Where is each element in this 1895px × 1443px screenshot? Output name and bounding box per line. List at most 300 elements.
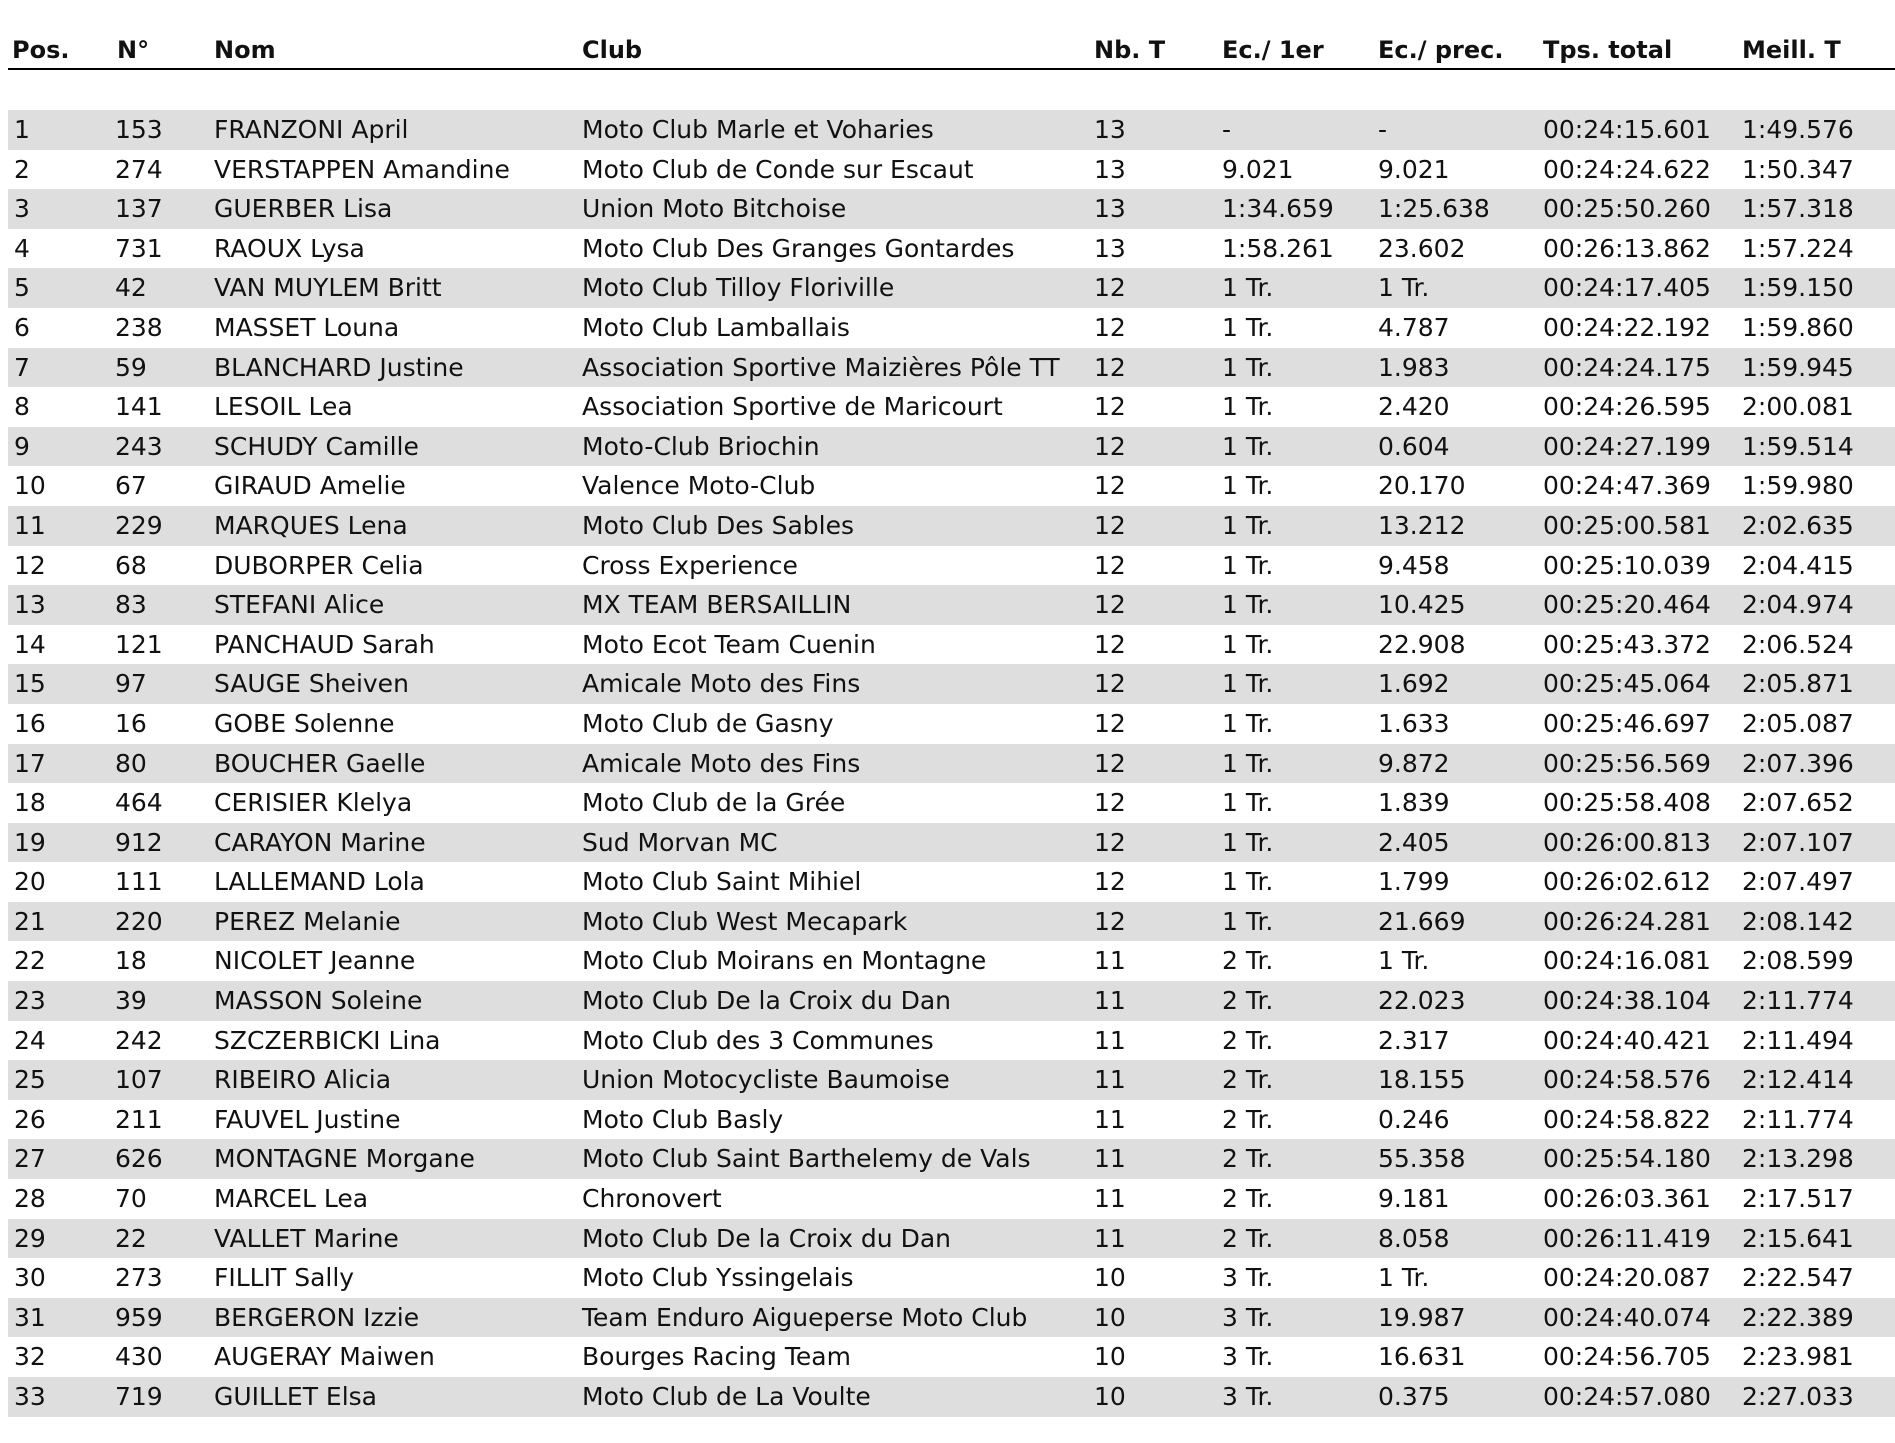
cell-pos: 17 — [14, 748, 46, 778]
cell-club: Chronovert — [582, 1184, 722, 1214]
cell-total-time: 00:24:27.199 — [1543, 431, 1711, 461]
cell-number: 243 — [115, 431, 163, 461]
cell-pos: 14 — [14, 629, 46, 659]
cell-total-time: 00:24:47.369 — [1543, 471, 1711, 501]
cell-name: FILLIT Sally — [214, 1263, 355, 1293]
cell-total-time: 00:26:11.419 — [1543, 1223, 1711, 1253]
cell-gap-previous: 22.023 — [1378, 986, 1466, 1016]
cell-total-time: 00:24:17.405 — [1543, 273, 1711, 303]
table-row — [8, 506, 1895, 546]
table-row — [8, 585, 1895, 625]
cell-club: Moto Ecot Team Cuenin — [582, 629, 876, 659]
table-row — [8, 1258, 1895, 1298]
cell-pos: 28 — [14, 1184, 46, 1214]
cell-club: Moto Club West Mecapark — [582, 906, 908, 936]
cell-gap-first: 1 Tr. — [1222, 392, 1274, 422]
header-best-lap: Meill. T — [1742, 36, 1841, 64]
cell-gap-previous: 10.425 — [1378, 590, 1466, 620]
table-row — [8, 1021, 1895, 1061]
cell-name: LALLEMAND Lola — [214, 867, 425, 897]
cell-laps: 12 — [1094, 431, 1126, 461]
cell-total-time: 00:25:50.260 — [1543, 194, 1711, 224]
cell-pos: 2 — [14, 154, 30, 184]
cell-best-lap: 2:11.774 — [1742, 1104, 1854, 1134]
cell-gap-previous: 1.839 — [1378, 788, 1450, 818]
cell-club: Moto Club Saint Mihiel — [582, 867, 862, 897]
table-row — [8, 229, 1895, 269]
cell-laps: 12 — [1094, 827, 1126, 857]
table-row — [8, 1060, 1895, 1100]
cell-total-time: 00:26:00.813 — [1543, 827, 1711, 857]
cell-club: MX TEAM BERSAILLIN — [582, 590, 852, 620]
cell-name: SZCZERBICKI Lina — [214, 1025, 441, 1055]
header-name: Nom — [214, 36, 276, 64]
cell-total-time: 00:24:22.192 — [1543, 312, 1711, 342]
cell-best-lap: 2:04.974 — [1742, 590, 1854, 620]
cell-best-lap: 2:17.517 — [1742, 1184, 1854, 1214]
cell-best-lap: 2:05.087 — [1742, 708, 1854, 738]
cell-pos: 13 — [14, 590, 46, 620]
cell-total-time: 00:24:58.576 — [1543, 1065, 1711, 1095]
table-row — [8, 744, 1895, 784]
cell-best-lap: 2:07.652 — [1742, 788, 1854, 818]
cell-total-time: 00:25:20.464 — [1543, 590, 1711, 620]
cell-club: Moto-Club Briochin — [582, 431, 820, 461]
cell-best-lap: 2:07.107 — [1742, 827, 1854, 857]
cell-best-lap: 2:15.641 — [1742, 1223, 1854, 1253]
cell-laps: 12 — [1094, 273, 1126, 303]
cell-laps: 10 — [1094, 1302, 1126, 1332]
cell-pos: 3 — [14, 194, 30, 224]
cell-club: Amicale Moto des Fins — [582, 669, 861, 699]
cell-name: VERSTAPPEN Amandine — [214, 154, 510, 184]
cell-number: 67 — [115, 471, 147, 501]
cell-pos: 30 — [14, 1263, 46, 1293]
cell-pos: 18 — [14, 788, 46, 818]
cell-pos: 23 — [14, 986, 46, 1016]
cell-laps: 12 — [1094, 590, 1126, 620]
cell-laps: 13 — [1094, 154, 1126, 184]
cell-name: DUBORPER Celia — [214, 550, 424, 580]
cell-gap-first: 3 Tr. — [1222, 1342, 1274, 1372]
cell-number: 959 — [115, 1302, 163, 1332]
cell-laps: 13 — [1094, 194, 1126, 224]
cell-name: STEFANI Alice — [214, 590, 385, 620]
cell-club: Moto Club de Conde sur Escaut — [582, 154, 974, 184]
cell-total-time: 00:25:00.581 — [1543, 510, 1711, 540]
cell-gap-first: 2 Tr. — [1222, 986, 1274, 1016]
cell-laps: 12 — [1094, 510, 1126, 540]
cell-name: BLANCHARD Justine — [214, 352, 464, 382]
cell-gap-previous: 1.799 — [1378, 867, 1450, 897]
cell-total-time: 00:24:20.087 — [1543, 1263, 1711, 1293]
cell-gap-first: 1 Tr. — [1222, 590, 1274, 620]
cell-pos: 7 — [14, 352, 30, 382]
cell-best-lap: 2:04.415 — [1742, 550, 1854, 580]
cell-total-time: 00:26:02.612 — [1543, 867, 1711, 897]
cell-pos: 16 — [14, 708, 46, 738]
cell-laps: 10 — [1094, 1263, 1126, 1293]
cell-name: NICOLET Jeanne — [214, 946, 416, 976]
cell-gap-first: 2 Tr. — [1222, 1223, 1274, 1253]
cell-laps: 12 — [1094, 867, 1126, 897]
header-club: Club — [582, 36, 643, 64]
cell-name: CARAYON Marine — [214, 827, 426, 857]
cell-gap-previous: 0.246 — [1378, 1104, 1450, 1134]
table-row — [8, 981, 1895, 1021]
table-row — [8, 1337, 1895, 1377]
cell-gap-first: 9.021 — [1222, 154, 1294, 184]
cell-best-lap: 2:22.547 — [1742, 1263, 1854, 1293]
cell-gap-previous: 9.458 — [1378, 550, 1450, 580]
cell-number: 59 — [115, 352, 147, 382]
cell-name: MARQUES Lena — [214, 510, 408, 540]
cell-gap-previous: 2.405 — [1378, 827, 1450, 857]
cell-total-time: 00:24:24.622 — [1543, 154, 1711, 184]
cell-best-lap: 1:59.514 — [1742, 431, 1854, 461]
cell-club: Moto Club Tilloy Floriville — [582, 273, 895, 303]
cell-gap-previous: 2.420 — [1378, 392, 1450, 422]
cell-total-time: 00:25:45.064 — [1543, 669, 1711, 699]
cell-laps: 12 — [1094, 312, 1126, 342]
cell-club: Amicale Moto des Fins — [582, 748, 861, 778]
cell-number: 137 — [115, 194, 163, 224]
cell-gap-first: 1 Tr. — [1222, 708, 1274, 738]
cell-number: 111 — [115, 867, 163, 897]
cell-gap-previous: 9.021 — [1378, 154, 1450, 184]
cell-gap-first: 1 Tr. — [1222, 352, 1274, 382]
cell-gap-first: 3 Tr. — [1222, 1382, 1274, 1411]
cell-club: Valence Moto-Club — [582, 471, 816, 501]
cell-club: Moto Club Marle et Voharies — [582, 115, 934, 144]
cell-laps: 11 — [1094, 946, 1126, 976]
cell-pos: 32 — [14, 1342, 46, 1372]
cell-total-time: 00:24:58.822 — [1543, 1104, 1711, 1134]
cell-number: 238 — [115, 312, 163, 342]
cell-best-lap: 2:11.494 — [1742, 1025, 1854, 1055]
cell-gap-previous: 19.987 — [1378, 1302, 1466, 1332]
cell-best-lap: 2:07.396 — [1742, 748, 1854, 778]
cell-total-time: 00:26:13.862 — [1543, 233, 1711, 263]
cell-name: MONTAGNE Morgane — [214, 1144, 475, 1174]
cell-club: Moto Club de Gasny — [582, 708, 834, 738]
cell-gap-first: 1 Tr. — [1222, 431, 1274, 461]
cell-laps: 10 — [1094, 1342, 1126, 1372]
cell-club: Association Sportive Maizières Pôle TT — [582, 352, 1060, 382]
cell-gap-first: 1 Tr. — [1222, 471, 1274, 501]
cell-total-time: 00:24:57.080 — [1543, 1382, 1711, 1411]
cell-best-lap: 1:59.980 — [1742, 471, 1854, 501]
cell-club: Moto Club de la Grée — [582, 788, 846, 818]
cell-club: Moto Club des 3 Communes — [582, 1025, 934, 1055]
cell-laps: 13 — [1094, 233, 1126, 263]
cell-pos: 9 — [14, 431, 30, 461]
cell-gap-previous: 8.058 — [1378, 1223, 1450, 1253]
cell-total-time: 00:25:58.408 — [1543, 788, 1711, 818]
cell-club: Moto Club de La Voulte — [582, 1382, 871, 1411]
cell-total-time: 00:24:16.081 — [1543, 946, 1711, 976]
cell-number: 107 — [115, 1065, 163, 1095]
table-row — [8, 1179, 1895, 1219]
cell-best-lap: 1:50.347 — [1742, 154, 1854, 184]
cell-pos: 11 — [14, 510, 46, 540]
cell-laps: 12 — [1094, 352, 1126, 382]
cell-pos: 33 — [14, 1382, 46, 1411]
cell-number: 42 — [115, 273, 147, 303]
cell-gap-previous: 4.787 — [1378, 312, 1450, 342]
cell-gap-first: 3 Tr. — [1222, 1263, 1274, 1293]
cell-club: Sud Morvan MC — [582, 827, 778, 857]
cell-laps: 12 — [1094, 392, 1126, 422]
cell-name: LESOIL Lea — [214, 392, 353, 422]
cell-number: 731 — [115, 233, 163, 263]
cell-number: 22 — [115, 1223, 147, 1253]
cell-name: GOBE Solenne — [214, 708, 395, 738]
cell-pos: 5 — [14, 273, 30, 303]
cell-gap-previous: 9.181 — [1378, 1184, 1450, 1214]
cell-pos: 4 — [14, 233, 30, 263]
cell-laps: 11 — [1094, 1184, 1126, 1214]
cell-total-time: 00:25:10.039 — [1543, 550, 1711, 580]
cell-number: 121 — [115, 629, 163, 659]
cell-best-lap: 2:02.635 — [1742, 510, 1854, 540]
cell-pos: 29 — [14, 1223, 46, 1253]
cell-laps: 12 — [1094, 471, 1126, 501]
table-row — [8, 862, 1895, 902]
cell-gap-first: 1 Tr. — [1222, 906, 1274, 936]
cell-club: Bourges Racing Team — [582, 1342, 851, 1372]
cell-gap-previous: 55.358 — [1378, 1144, 1466, 1174]
cell-gap-previous: 18.155 — [1378, 1065, 1466, 1095]
cell-best-lap: 2:08.599 — [1742, 946, 1854, 976]
cell-gap-first: 1:58.261 — [1222, 233, 1334, 263]
cell-gap-first: 1 Tr. — [1222, 273, 1274, 303]
cell-name: GUILLET Elsa — [214, 1382, 378, 1411]
cell-best-lap: 2:23.981 — [1742, 1342, 1854, 1372]
cell-laps: 11 — [1094, 1025, 1126, 1055]
cell-best-lap: 1:49.576 — [1742, 115, 1854, 144]
cell-pos: 1 — [14, 115, 30, 144]
cell-gap-first: 1 Tr. — [1222, 669, 1274, 699]
cell-laps: 13 — [1094, 115, 1126, 144]
cell-best-lap: 2:11.774 — [1742, 986, 1854, 1016]
cell-club: Moto Club Saint Barthelemy de Vals — [582, 1144, 1031, 1174]
cell-total-time: 00:24:56.705 — [1543, 1342, 1711, 1372]
cell-name: RIBEIRO Alicia — [214, 1065, 392, 1095]
cell-best-lap: 2:05.871 — [1742, 669, 1854, 699]
cell-total-time: 00:25:54.180 — [1543, 1144, 1711, 1174]
cell-gap-first: 1 Tr. — [1222, 748, 1274, 778]
header-laps: Nb. T — [1094, 36, 1166, 64]
table-row — [8, 823, 1895, 863]
cell-number: 39 — [115, 986, 147, 1016]
cell-pos: 8 — [14, 392, 30, 422]
cell-laps: 12 — [1094, 906, 1126, 936]
cell-club: Moto Club Des Sables — [582, 510, 854, 540]
cell-club: Moto Club Basly — [582, 1104, 784, 1134]
cell-club: Team Enduro Aigueperse Moto Club — [582, 1302, 1028, 1332]
cell-name: VAN MUYLEM Britt — [214, 273, 442, 303]
cell-number: 274 — [115, 154, 163, 184]
cell-gap-first: 2 Tr. — [1222, 1065, 1274, 1095]
cell-pos: 15 — [14, 669, 46, 699]
cell-gap-previous: 16.631 — [1378, 1342, 1466, 1372]
cell-club: Moto Club Lamballais — [582, 312, 850, 342]
cell-laps: 11 — [1094, 1065, 1126, 1095]
table-row — [8, 466, 1895, 506]
cell-laps: 12 — [1094, 788, 1126, 818]
cell-best-lap: 1:59.945 — [1742, 352, 1854, 382]
cell-pos: 19 — [14, 827, 46, 857]
cell-number: 68 — [115, 550, 147, 580]
cell-best-lap: 2:07.497 — [1742, 867, 1854, 897]
cell-name: PEREZ Melanie — [214, 906, 401, 936]
cell-gap-first: - — [1222, 115, 1232, 144]
cell-total-time: 00:24:40.421 — [1543, 1025, 1711, 1055]
cell-gap-previous: 1.692 — [1378, 669, 1450, 699]
table-row — [8, 1219, 1895, 1259]
cell-name: AUGERAY Maiwen — [214, 1342, 435, 1372]
cell-gap-previous: 1:25.638 — [1378, 194, 1490, 224]
table-row — [8, 941, 1895, 981]
cell-name: BERGERON Izzie — [214, 1302, 420, 1332]
results-table-body — [8, 110, 1895, 1417]
cell-club: Moto Club Moirans en Montagne — [582, 946, 987, 976]
table-row — [8, 387, 1895, 427]
table-row — [8, 546, 1895, 586]
cell-name: SAUGE Sheiven — [214, 669, 409, 699]
cell-laps: 11 — [1094, 986, 1126, 1016]
cell-name: MASSON Soleine — [214, 986, 423, 1016]
cell-number: 18 — [115, 946, 147, 976]
cell-number: 80 — [115, 748, 147, 778]
cell-club: Moto Club De la Croix du Dan — [582, 1223, 952, 1253]
cell-name: MASSET Louna — [214, 312, 400, 342]
table-row — [8, 783, 1895, 823]
cell-number: 719 — [115, 1382, 163, 1411]
cell-best-lap: 2:12.414 — [1742, 1065, 1854, 1095]
cell-gap-first: 2 Tr. — [1222, 1025, 1274, 1055]
cell-laps: 12 — [1094, 629, 1126, 659]
cell-number: 464 — [115, 788, 163, 818]
cell-gap-previous: 1.633 — [1378, 708, 1450, 738]
cell-number: 211 — [115, 1104, 163, 1134]
cell-name: GIRAUD Amelie — [214, 471, 406, 501]
cell-gap-first: 2 Tr. — [1222, 946, 1274, 976]
table-row — [8, 902, 1895, 942]
header-total-time: Tps. total — [1543, 36, 1673, 64]
cell-gap-first: 1 Tr. — [1222, 788, 1274, 818]
table-row — [8, 427, 1895, 467]
cell-name: VALLET Marine — [214, 1223, 399, 1253]
cell-best-lap: 2:27.033 — [1742, 1382, 1854, 1411]
cell-pos: 26 — [14, 1104, 46, 1134]
cell-name: GUERBER Lisa — [214, 194, 393, 224]
header-pos: Pos. — [12, 36, 70, 64]
table-row — [8, 1139, 1895, 1179]
table-row — [8, 664, 1895, 704]
cell-pos: 24 — [14, 1025, 46, 1055]
cell-gap-first: 1 Tr. — [1222, 550, 1274, 580]
cell-name: SCHUDY Camille — [214, 431, 419, 461]
cell-name: RAOUX Lysa — [214, 233, 365, 263]
cell-number: 912 — [115, 827, 163, 857]
cell-pos: 6 — [14, 312, 30, 342]
cell-number: 626 — [115, 1144, 163, 1174]
cell-gap-previous: 23.602 — [1378, 233, 1466, 263]
cell-total-time: 00:25:46.697 — [1543, 708, 1711, 738]
cell-club: Cross Experience — [582, 550, 798, 580]
cell-gap-first: 1 Tr. — [1222, 510, 1274, 540]
cell-number: 141 — [115, 392, 163, 422]
cell-gap-previous: 20.170 — [1378, 471, 1466, 501]
cell-best-lap: 2:22.389 — [1742, 1302, 1854, 1332]
cell-total-time: 00:26:03.361 — [1543, 1184, 1711, 1214]
cell-club: Union Moto Bitchoise — [582, 194, 847, 224]
cell-laps: 12 — [1094, 550, 1126, 580]
cell-gap-previous: - — [1378, 115, 1388, 144]
cell-name: MARCEL Lea — [214, 1184, 369, 1214]
header-gap-first: Ec./ 1er — [1222, 36, 1324, 64]
cell-name: CERISIER Klelya — [214, 788, 413, 818]
cell-best-lap: 2:13.298 — [1742, 1144, 1854, 1174]
cell-gap-first: 2 Tr. — [1222, 1144, 1274, 1174]
cell-gap-first: 2 Tr. — [1222, 1104, 1274, 1134]
table-row — [8, 625, 1895, 665]
cell-number: 220 — [115, 906, 163, 936]
cell-laps: 12 — [1094, 669, 1126, 699]
cell-best-lap: 1:57.318 — [1742, 194, 1854, 224]
cell-laps: 11 — [1094, 1104, 1126, 1134]
cell-gap-first: 1 Tr. — [1222, 629, 1274, 659]
cell-number: 273 — [115, 1263, 163, 1293]
cell-name: FAUVEL Justine — [214, 1104, 401, 1134]
cell-club: Moto Club De la Croix du Dan — [582, 986, 952, 1016]
cell-gap-first: 2 Tr. — [1222, 1184, 1274, 1214]
table-row — [8, 1100, 1895, 1140]
cell-pos: 27 — [14, 1144, 46, 1174]
cell-number: 70 — [115, 1184, 147, 1214]
cell-gap-first: 1 Tr. — [1222, 312, 1274, 342]
table-row — [8, 110, 1895, 150]
table-header — [8, 30, 1895, 70]
cell-gap-previous: 1.983 — [1378, 352, 1450, 382]
cell-laps: 11 — [1094, 1144, 1126, 1174]
table-row — [8, 704, 1895, 744]
cell-best-lap: 1:59.860 — [1742, 312, 1854, 342]
cell-total-time: 00:24:40.074 — [1543, 1302, 1711, 1332]
cell-pos: 25 — [14, 1065, 46, 1095]
cell-gap-first: 1 Tr. — [1222, 827, 1274, 857]
cell-gap-previous: 1 Tr. — [1378, 1263, 1430, 1293]
cell-laps: 11 — [1094, 1223, 1126, 1253]
cell-total-time: 00:26:24.281 — [1543, 906, 1711, 936]
cell-laps: 12 — [1094, 748, 1126, 778]
cell-best-lap: 1:59.150 — [1742, 273, 1854, 303]
header-gap-previous: Ec./ prec. — [1378, 36, 1504, 64]
cell-club: Union Motocycliste Baumoise — [582, 1065, 950, 1095]
cell-number: 242 — [115, 1025, 163, 1055]
cell-club: Moto Club Des Granges Gontardes — [582, 233, 1015, 263]
cell-number: 83 — [115, 590, 147, 620]
cell-number: 229 — [115, 510, 163, 540]
cell-best-lap: 2:08.142 — [1742, 906, 1854, 936]
cell-gap-first: 1:34.659 — [1222, 194, 1334, 224]
cell-laps: 12 — [1094, 708, 1126, 738]
cell-name: BOUCHER Gaelle — [214, 748, 426, 778]
header-number: N° — [117, 36, 150, 64]
cell-total-time: 00:24:15.601 — [1543, 115, 1711, 144]
